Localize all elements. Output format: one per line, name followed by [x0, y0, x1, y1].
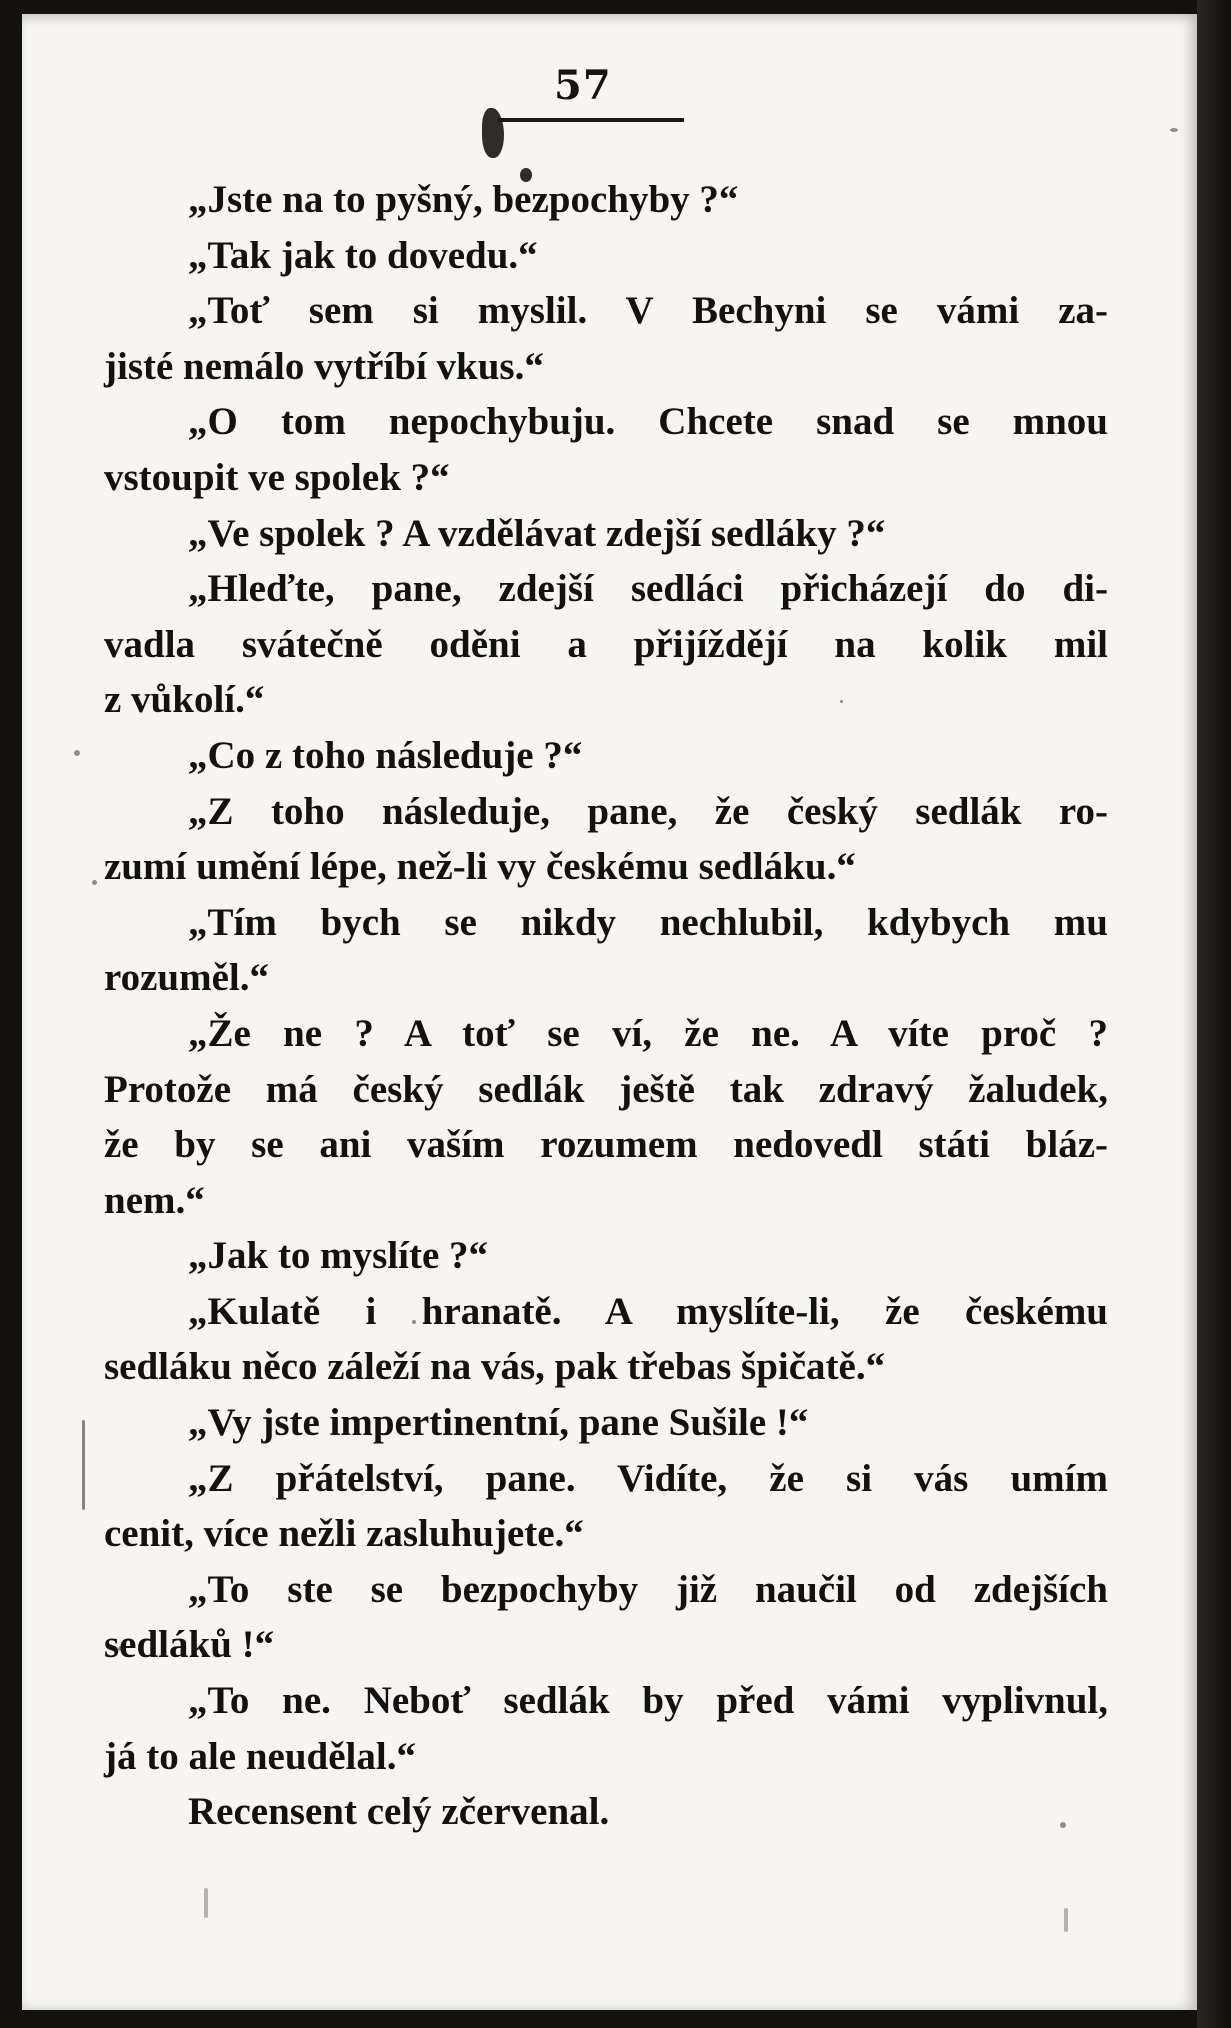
text-line: sedláků !“ [104, 1623, 275, 1667]
text-line: cenit, více nežli zasluhujete.“ [104, 1512, 584, 1556]
text-line: „Ve spolek ? A vzdělávat zdejší sedláky ?“ [188, 511, 886, 555]
text-line: „Že ne ? A toť se ví, že ne. A víte proč ? [188, 1011, 1108, 1055]
text-line: Recensent celý zčervenal. [188, 1790, 610, 1834]
text-line: sedláku něco záleží na vás, pak třebas špičatě.“ [104, 1345, 886, 1389]
header-rule [498, 118, 684, 122]
ink-blot [482, 108, 504, 158]
text-line: jisté nemálo vytříbí vkus.“ [104, 344, 544, 388]
paper-speck [82, 1420, 85, 1510]
text-line: „To ste se bezpochyby již naučil od zdejších [188, 1567, 1108, 1611]
text-line: „Hleďte, pane, zdejší sedláci přicházejí do di- [188, 567, 1108, 611]
page-number: 57 [554, 62, 612, 109]
paper-speck [1064, 1908, 1068, 1932]
text-line: „Kulatě i hranatě. A myslíte-li, že českému [188, 1289, 1108, 1333]
book-edge-shadow [1197, 0, 1231, 2028]
text-line: „Toť sem si myslil. V Bechyni se vámi za- [188, 289, 1108, 333]
text-line: „To ne. Neboť sedlák by před vámi vyplivnul, [188, 1679, 1108, 1723]
text-line: že by se ani vaším rozumem nedovedl státi bláz- [104, 1123, 1108, 1167]
body-text [104, 172, 1108, 1840]
text-line: „Tím bych se nikdy nechlubil, kdybych mu [188, 900, 1108, 944]
paper-speck [204, 1888, 208, 1918]
paper-speck [1170, 128, 1178, 132]
text-line: Protože má český sedlák ještě tak zdravý žaludek, [104, 1067, 1108, 1111]
text-line: já to ale neudělal.“ [104, 1734, 416, 1778]
text-line: „O tom nepochybuju. Chcete snad se mnou [188, 400, 1108, 444]
text-line: „Jste na to pyšný, bezpochyby ?“ [188, 178, 739, 221]
text-line: „Co z toho následuje ?“ [188, 733, 583, 777]
text-line: „Tak jak to dovedu.“ [188, 233, 538, 277]
text-line: zumí umění lépe, než-li vy českému sedláku.“ [104, 845, 856, 889]
text-line: „Z přátelství, pane. Vidíte, že si vás umím [188, 1456, 1108, 1500]
paper-speck [92, 880, 97, 885]
text-line: „Jak to myslíte ?“ [188, 1234, 489, 1278]
text-line: vstoupit ve spolek ?“ [104, 455, 450, 499]
text-line: z vůkolí.“ [104, 678, 265, 722]
text-line: vadla svátečně oděni a přijíždějí na kolik mil [104, 622, 1108, 666]
text-line: rozuměl.“ [104, 956, 269, 1000]
text-line: „Vy jste impertinentní, pane Sušile !“ [188, 1401, 809, 1445]
text-line: „Z toho následuje, pane, že český sedlák ro- [188, 789, 1108, 833]
text-line: nem.“ [104, 1178, 205, 1222]
paper-speck [74, 750, 80, 756]
